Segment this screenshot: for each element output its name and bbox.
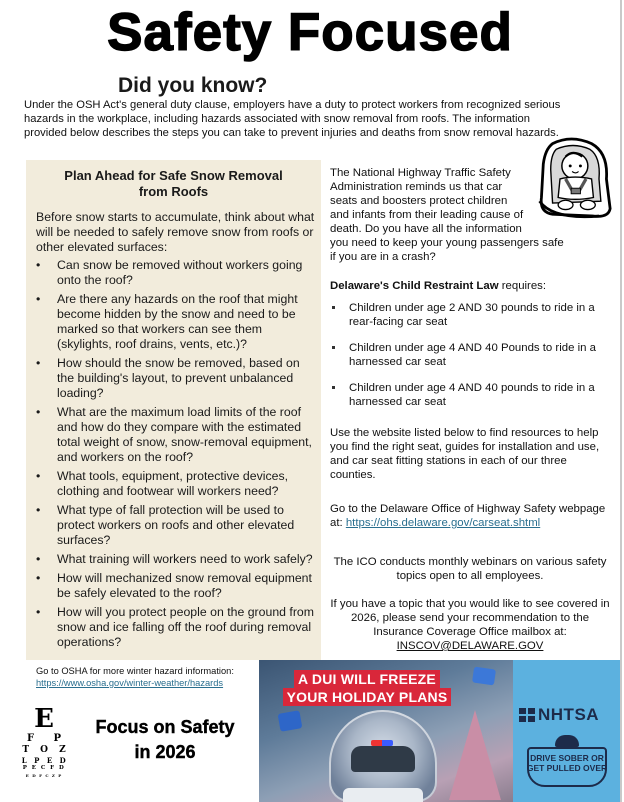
list-item-text: Can snow be removed without workers going onto the roof?: [57, 258, 303, 287]
restraint-law-heading: [330, 279, 546, 293]
snow-panel-heading-line2: from Roofs: [138, 184, 209, 199]
restraint-law-title: Delaware's Child Restraint Law: [330, 280, 499, 292]
slogan-line2: GET PULLED OVER: [526, 763, 608, 773]
ohs-carseat-link[interactable]: https://ohs.delaware.gov/carseat.shtml: [345, 517, 541, 529]
focus-line2: in 2026: [134, 742, 196, 762]
champagne-glasses-icon: [278, 710, 303, 732]
ohs-text: Go to the Delaware Office of Highway Safety webpage at:: [330, 503, 606, 529]
restraint-law-suffix: requires:: [498, 280, 547, 292]
square-bullet-icon: [332, 386, 335, 389]
list-item: [36, 571, 320, 601]
list-item-text: What are the maximum load limits of the roof and how do they compare with the estimated total weight of snow, snow-removal equipment, and workers on the roof?: [57, 405, 312, 464]
police-hat-icon: [555, 735, 579, 747]
square-bullet-icon: [332, 346, 335, 349]
nhtsa-line: and infants from their leading cause of: [330, 209, 524, 221]
list-item-text: Children under age 4 AND 40 pounds to ride in a harnessed car seat: [349, 382, 595, 408]
globe-base-shape: [343, 788, 423, 802]
eye-chart-row: F P: [26, 733, 70, 744]
osha-note-text: Go to OSHA for more winter hazard information:: [36, 666, 234, 676]
list-item-text: What training will workers need to work safely?: [57, 552, 313, 566]
list-item: [36, 258, 320, 288]
slogan-line1: DRIVE SOBER OR: [530, 753, 604, 763]
list-item: [36, 552, 320, 567]
snow-panel-heading-line1: Plan Ahead for Safe Snow Removal: [64, 168, 283, 183]
snow-removal-panel: [26, 160, 321, 660]
list-item-text: Children under age 2 AND 30 pounds to ride in a rear-facing car seat: [349, 302, 595, 328]
nhtsa-side-panel: [513, 660, 620, 802]
bullet-icon: •: [36, 552, 41, 566]
eye-chart-row: E D F C Z P: [25, 772, 63, 778]
nhtsa-grid-icon: [519, 708, 535, 722]
list-item: [36, 503, 320, 548]
bullet-icon: •: [36, 292, 41, 306]
list-item-text: What type of fall protection will be used to protect workers on roofs and other elevated surfaces?: [57, 503, 295, 547]
nhtsa-logo: [519, 705, 617, 725]
list-item-text: How should the snow be removed, based on the building's layout, to prevent unbalanced loading?: [57, 356, 300, 400]
list-item: [330, 301, 615, 329]
ico-topic-text: [325, 597, 615, 653]
snow-panel-heading: [26, 168, 321, 200]
bullet-icon: •: [36, 356, 41, 370]
snow-globe-photo: [259, 660, 513, 802]
bullet-icon: •: [36, 469, 41, 483]
police-light-shape: [371, 740, 393, 746]
did-you-know-text: Under the OSH Act's general duty clause, employers have a duty to protect workers from recognized serious hazards in the workplace, including hazards associated with snow removal from roofs. The information provided below describes the steps you can take to prevent injuries and deaths from snow removal hazards.: [24, 99, 561, 139]
ico-topic-body: If you have a topic that you would like to see covered in 2026, please send your recommendation to the Insurance Coverage Office mailbox at:: [330, 598, 610, 638]
dui-headline: [267, 670, 467, 706]
ohs-webpage-text: [330, 502, 615, 530]
list-item: [36, 469, 320, 499]
drive-sober-badge: [523, 735, 611, 789]
list-item-text: What tools, equipment, protective devices, clothing and footwear will workers need?: [57, 469, 289, 498]
eye-chart-row: P E C F D: [22, 765, 66, 771]
osha-note: [36, 665, 256, 689]
eye-chart-row: L P E D: [21, 756, 69, 765]
list-item-text: How will you protect people on the ground from snow and ice falling off the roof during removal operations?: [57, 605, 315, 649]
bullet-icon: •: [36, 503, 41, 517]
resources-text: Use the website listed below to find resources to help you find the right seat, guides for installation and use, and car seat fitting stations in each of our three counties.: [330, 427, 600, 481]
ice-cube-icon: [472, 667, 496, 686]
bullet-icon: •: [36, 571, 41, 585]
snow-panel-intro: Before snow starts to accumulate, think about what will be needed to safely remove snow from roofs or other elevated surfaces:: [36, 210, 315, 254]
list-item-text: Are there any hazards on the roof that might become hidden by the snow and need to be marked so that workers can see them (skylights, roof drains, vents, etc.)?: [57, 292, 298, 351]
list-item: [36, 405, 320, 465]
list-item: [330, 381, 615, 409]
nhtsa-line: The National Highway Traffic Safety: [330, 167, 511, 179]
list-item: [36, 605, 320, 650]
dui-headline-line1: A DUI WILL FREEZE: [294, 670, 440, 688]
nhtsa-paragraph: [330, 166, 615, 264]
tree-shape: [449, 710, 501, 800]
square-bullet-icon: [332, 306, 335, 309]
eye-chart-image: [14, 706, 74, 778]
list-item: [36, 356, 320, 401]
focus-line1: Focus on Safety: [95, 717, 235, 737]
nhtsa-line: if you are in a crash?: [330, 251, 436, 263]
dui-banner-image: [259, 660, 620, 802]
restraint-law-list: [330, 301, 615, 421]
bullet-icon: •: [36, 605, 41, 619]
dui-headline-line2: YOUR HOLIDAY PLANS: [283, 688, 452, 706]
nhtsa-line: seats and boosters protect children: [330, 195, 508, 207]
drive-sober-text: [523, 753, 611, 773]
bullet-icon: •: [36, 258, 41, 272]
nhtsa-logo-text: NHTSA: [538, 705, 600, 724]
list-item-text: How will mechanized snow removal equipment be safely elevated to the roof?: [57, 571, 312, 600]
list-item-text: Children under age 4 AND 40 Pounds to ride in a harnessed car seat: [349, 342, 596, 368]
page-title: Safety Focused: [107, 3, 513, 62]
eye-chart-row: E: [34, 704, 54, 734]
focus-on-safety-heading: [78, 715, 252, 765]
nhtsa-line: Administration reminds us that car: [330, 181, 503, 193]
ico-webinars-text: The ICO conducts monthly webinars on various safety topics open to all employees.: [333, 556, 607, 582]
snow-panel-list: [36, 258, 320, 654]
did-you-know-heading: Did you know?: [118, 74, 268, 97]
inscov-mailbox-link[interactable]: INSCOV@DELAWARE.GOV: [396, 640, 544, 652]
list-item: [330, 341, 615, 369]
bullet-icon: •: [36, 405, 41, 419]
nhtsa-line: you need to keep your young passengers safe: [330, 237, 564, 249]
eye-chart-row: T O Z: [22, 745, 70, 755]
osha-link[interactable]: https://www.osha.gov/winter-weather/hazards: [36, 678, 224, 688]
page-edge: [620, 0, 622, 802]
list-item: [36, 292, 320, 352]
police-car-shape: [351, 746, 415, 772]
nhtsa-line: death. Do you have all the information: [330, 223, 522, 235]
